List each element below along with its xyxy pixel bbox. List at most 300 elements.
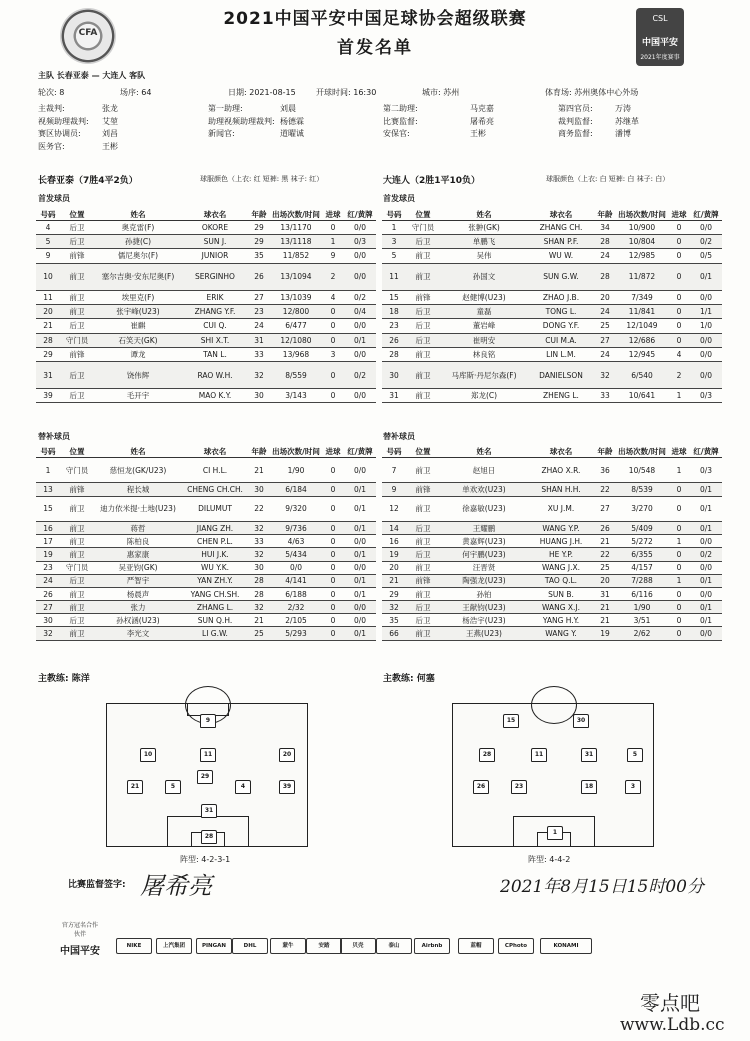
official-role: 安保官: — [383, 129, 410, 138]
away-starting-table — [382, 208, 722, 403]
table-cell: 1 — [668, 574, 690, 587]
table-cell: 0/0 — [344, 458, 376, 483]
table-cell: 郑龙(C) — [440, 389, 528, 403]
table-row — [382, 627, 722, 640]
table-cell: 前卫 — [60, 305, 94, 319]
table-cell: 0 — [668, 235, 690, 249]
player-shirt: 39 — [279, 780, 295, 794]
official-name: 刘晨 — [280, 104, 296, 113]
table-cell: SHAN H.H. — [528, 483, 594, 496]
table-cell: 0 — [322, 361, 344, 388]
table-cell: 0/0 — [344, 535, 376, 548]
table-cell: 后卫 — [406, 521, 440, 534]
table-row — [36, 548, 376, 561]
table-cell: LIN L.M. — [528, 347, 594, 361]
table-cell: 8/559 — [270, 361, 322, 388]
table-cell: 11 — [382, 263, 406, 290]
table-cell: 0 — [322, 333, 344, 347]
table-cell: 24 — [594, 305, 616, 319]
table-cell: 31 — [248, 333, 270, 347]
table-cell: 22 — [594, 548, 616, 561]
table-cell: 25 — [594, 561, 616, 574]
column-header: 球衣名 — [182, 445, 248, 458]
official-name: 马克嘉 — [470, 104, 494, 113]
column-header: 进球 — [668, 445, 690, 458]
table-cell: 0 — [322, 458, 344, 483]
table-cell: 0 — [668, 305, 690, 319]
table-cell: 赵健博(U23) — [440, 290, 528, 304]
table-cell: 32 — [248, 548, 270, 561]
table-row — [382, 561, 722, 574]
column-header: 号码 — [382, 208, 406, 221]
table-cell: 0/0 — [690, 347, 722, 361]
table-cell: 石笑天(GK) — [94, 333, 182, 347]
table-cell: 陈柏良 — [94, 535, 182, 548]
away-formation: 阵型: 4-4-2 — [528, 855, 571, 864]
table-cell: 奥克雷(F) — [94, 221, 182, 235]
column-header: 进球 — [322, 208, 344, 221]
table-cell: 31 — [36, 361, 60, 388]
table-cell: 后卫 — [60, 389, 94, 403]
table-cell: 吴伟 — [440, 249, 528, 263]
table-cell: 前卫 — [60, 290, 94, 304]
table-cell: 前卫 — [406, 561, 440, 574]
table-cell: 0 — [322, 305, 344, 319]
table-cell: 13/1170 — [270, 221, 322, 235]
watermark-url: www.Ldb.cc — [620, 1015, 725, 1035]
table-cell: 迪力依米提·土地(U23) — [94, 496, 182, 521]
table-cell: 3 — [322, 347, 344, 361]
table-cell: 0/5 — [690, 249, 722, 263]
home-starting-label: 首发球员 — [38, 194, 70, 203]
column-header: 球衣名 — [528, 208, 594, 221]
table-cell: 4 — [322, 290, 344, 304]
player-shirt: 1 — [547, 826, 563, 840]
table-row — [382, 587, 722, 600]
table-cell: 0 — [668, 221, 690, 235]
table-cell: 黄嘉辉(U23) — [440, 535, 528, 548]
table-cell: 0 — [322, 535, 344, 548]
table-cell: SERGINHO — [182, 263, 248, 290]
table-cell: 0/2 — [344, 361, 376, 388]
table-header — [36, 208, 376, 221]
column-header: 年龄 — [248, 208, 270, 221]
column-header: 进球 — [668, 208, 690, 221]
table-cell: 0/0 — [344, 389, 376, 403]
table-cell: 前卫 — [406, 347, 440, 361]
table-cell: 2 — [668, 361, 690, 388]
player-shirt: 30 — [573, 714, 589, 728]
table-cell: 7/288 — [616, 574, 668, 587]
table-cell: 4/157 — [616, 561, 668, 574]
table-row — [382, 305, 722, 319]
table-cell: 0/1 — [690, 614, 722, 627]
table-cell: 0/0 — [344, 347, 376, 361]
table-cell: 12/800 — [270, 305, 322, 319]
table-cell: 后卫 — [406, 235, 440, 249]
table-cell: 吴亚钧(GK) — [94, 561, 182, 574]
table-cell: 0/0 — [690, 561, 722, 574]
table-cell: 5/272 — [616, 535, 668, 548]
table-row — [382, 614, 722, 627]
table-cell: 15 — [382, 290, 406, 304]
table-cell: 13/1039 — [270, 290, 322, 304]
official-name: 王彬 — [470, 129, 486, 138]
column-header: 姓名 — [94, 208, 182, 221]
table-cell: SUN G.W. — [528, 263, 594, 290]
table-cell: 0/0 — [344, 614, 376, 627]
sponsor-logo: 蓝帽 — [458, 938, 494, 954]
teams-line: 主队 长春亚泰 — 大连人 客队 — [38, 71, 146, 80]
column-header: 号码 — [382, 445, 406, 458]
table-cell: 13 — [36, 483, 60, 496]
official-role: 赛区协调员: — [38, 129, 81, 138]
column-header: 位置 — [60, 445, 94, 458]
table-cell: 10 — [36, 263, 60, 290]
table-cell: 0 — [322, 561, 344, 574]
table-cell: 0/1 — [344, 548, 376, 561]
official-role: 助理视频助理裁判: — [208, 116, 275, 126]
table-cell: 9/736 — [270, 521, 322, 534]
table-cell: 31 — [594, 587, 616, 600]
table-cell: SUN B. — [528, 587, 594, 600]
table-cell: 21 — [248, 614, 270, 627]
table-cell: 0/0 — [270, 561, 322, 574]
table-cell: 30 — [248, 561, 270, 574]
table-cell: 何宇鹏(U23) — [440, 548, 528, 561]
official-name: 王彬 — [102, 141, 118, 151]
column-header: 年龄 — [594, 445, 616, 458]
table-cell: 30 — [36, 614, 60, 627]
table-cell: 11/841 — [616, 305, 668, 319]
table-cell: 0 — [322, 221, 344, 235]
column-header: 年龄 — [248, 445, 270, 458]
page-title: 2021中国平安中国足球协会超级联赛 — [223, 9, 527, 29]
column-header: 红/黄牌 — [690, 445, 722, 458]
table-cell: 守门员 — [60, 561, 94, 574]
table-cell: TAO Q.L. — [528, 574, 594, 587]
table-cell: 埃里克(F) — [94, 290, 182, 304]
table-cell: 0 — [668, 249, 690, 263]
table-cell: TAN L. — [182, 347, 248, 361]
sponsor-logo: 蒙牛 — [270, 938, 306, 954]
official-role: 裁判监督: — [558, 116, 593, 126]
table-cell: 0 — [668, 319, 690, 333]
table-cell: 23 — [382, 319, 406, 333]
column-header: 号码 — [36, 208, 60, 221]
sponsor-pingan: 中国平安 — [60, 946, 100, 957]
table-cell: 12/1049 — [616, 319, 668, 333]
home-kit: 球服颜色（上衣: 红 短裤: 黑 袜子: 红） — [200, 175, 324, 183]
table-cell: SUN Q.H. — [182, 614, 248, 627]
table-cell: 27 — [36, 601, 60, 614]
table-cell: 1 — [668, 389, 690, 403]
table-cell: YANG H.Y. — [528, 614, 594, 627]
table-row — [36, 347, 376, 361]
table-cell: 34 — [594, 221, 616, 235]
table-cell: WANG X.J. — [528, 601, 594, 614]
table-header — [36, 445, 376, 458]
table-cell: 单欢欢(U23) — [440, 483, 528, 496]
table-cell: 1 — [668, 458, 690, 483]
table-cell: 0/0 — [344, 263, 376, 290]
match-no: 场序: 64 — [120, 88, 152, 97]
home-starting-table — [36, 208, 376, 403]
table-cell: 29 — [36, 347, 60, 361]
official-role: 医务官: — [38, 141, 65, 151]
table-cell: 6/116 — [616, 587, 668, 600]
kickoff-time: 开球时间: 16:30 — [316, 88, 377, 97]
table-cell: 32 — [594, 361, 616, 388]
table-cell: 21 — [594, 614, 616, 627]
table-cell: SHI X.T. — [182, 333, 248, 347]
table-cell: 0/1 — [344, 627, 376, 640]
table-cell: 崔麒 — [94, 319, 182, 333]
player-shirt: 4 — [235, 780, 251, 794]
table-row — [382, 521, 722, 534]
table-cell: DONG Y.F. — [528, 319, 594, 333]
player-shirt: 29 — [197, 770, 213, 784]
table-cell: 12/945 — [616, 347, 668, 361]
table-cell: 0/1 — [690, 601, 722, 614]
player-shirt: 5 — [627, 748, 643, 762]
cfa-logo: CFA — [60, 8, 116, 64]
official-name: 潘博 — [615, 129, 631, 138]
table-cell: 前卫 — [406, 496, 440, 521]
table-cell: 0/1 — [344, 521, 376, 534]
table-cell: JIANG ZH. — [182, 521, 248, 534]
table-cell: CHEN P.L. — [182, 535, 248, 548]
table-cell: 6/477 — [270, 319, 322, 333]
table-cell: 前卫 — [60, 521, 94, 534]
table-cell: 后卫 — [406, 601, 440, 614]
center-circle — [531, 686, 577, 724]
table-cell: 24 — [594, 347, 616, 361]
player-shirt: 11 — [200, 748, 216, 762]
table-cell: 0/2 — [690, 548, 722, 561]
sponsor-logo: 泰山 — [376, 938, 412, 954]
table-cell: 33 — [248, 347, 270, 361]
column-header: 姓名 — [440, 445, 528, 458]
table-cell: 35 — [248, 249, 270, 263]
table-cell: 0/0 — [690, 333, 722, 347]
table-cell: 前锋 — [406, 483, 440, 496]
table-cell: ZHAO J.B. — [528, 290, 594, 304]
table-cell: 3/270 — [616, 496, 668, 521]
table-cell: 守门员 — [60, 333, 94, 347]
table-cell: 0 — [322, 548, 344, 561]
table-row — [382, 601, 722, 614]
table-cell: 0 — [322, 587, 344, 600]
table-cell: 24 — [36, 574, 60, 587]
column-header: 红/黄牌 — [344, 445, 376, 458]
player-shirt: 18 — [581, 780, 597, 794]
table-cell: 21 — [594, 601, 616, 614]
official-role: 商务监督: — [558, 129, 593, 138]
column-header: 进球 — [322, 445, 344, 458]
table-row — [36, 389, 376, 403]
table-cell: 杨晨声 — [94, 587, 182, 600]
table-row — [36, 587, 376, 600]
table-cell: 1/90 — [616, 601, 668, 614]
table-cell: 28 — [36, 333, 60, 347]
table-cell: 前锋 — [60, 347, 94, 361]
table-cell: 0/1 — [344, 496, 376, 521]
table-cell: 后卫 — [60, 574, 94, 587]
table-cell: HUI J.K. — [182, 548, 248, 561]
table-cell: 26 — [36, 587, 60, 600]
table-cell: 20 — [382, 561, 406, 574]
table-cell: 后卫 — [406, 305, 440, 319]
official-role: 新闻官: — [208, 129, 235, 138]
column-header: 姓名 — [94, 445, 182, 458]
table-cell: 林良铭 — [440, 347, 528, 361]
table-cell: 前卫 — [60, 587, 94, 600]
table-cell: 25 — [248, 627, 270, 640]
sponsor-logo: PINGAN — [196, 938, 232, 954]
table-cell: ZHANG CH. — [528, 221, 594, 235]
table-row — [36, 614, 376, 627]
table-cell: 2 — [322, 263, 344, 290]
table-cell: 30 — [382, 361, 406, 388]
table-cell: 0/3 — [344, 235, 376, 249]
table-cell: JUNIOR — [182, 249, 248, 263]
supervisor-signature: 屠希亮 — [140, 872, 212, 900]
table-cell: 6/188 — [270, 587, 322, 600]
column-header: 出场次数/时间 — [270, 208, 322, 221]
table-row — [36, 627, 376, 640]
table-cell: 0 — [668, 614, 690, 627]
away-subs-table — [382, 445, 722, 641]
table-cell: 守门员 — [406, 221, 440, 235]
table-cell: 2/105 — [270, 614, 322, 627]
column-header: 球衣名 — [528, 445, 594, 458]
table-cell: 10/900 — [616, 221, 668, 235]
table-row — [36, 535, 376, 548]
signature-label: 比赛监督签字: — [68, 880, 126, 890]
table-cell: 6/540 — [616, 361, 668, 388]
home-formation: 阵型: 4-2-3-1 — [180, 855, 231, 864]
table-cell: 36 — [594, 458, 616, 483]
round: 轮次: 8 — [38, 88, 65, 97]
table-cell: 9 — [382, 483, 406, 496]
table-cell: ZHANG L. — [182, 601, 248, 614]
table-cell: 前卫 — [406, 389, 440, 403]
table-cell: 前卫 — [60, 601, 94, 614]
home-coach: 主教练: 陈洋 — [38, 674, 90, 684]
table-cell: 赵旭日 — [440, 458, 528, 483]
table-cell: RAO W.H. — [182, 361, 248, 388]
table-cell: 毛开宇 — [94, 389, 182, 403]
table-cell: ZHANG Y.F. — [182, 305, 248, 319]
table-cell: TONG L. — [528, 305, 594, 319]
table-cell: 23 — [248, 305, 270, 319]
table-cell: 27 — [248, 290, 270, 304]
player-shirt: 23 — [511, 780, 527, 794]
table-cell: 0/3 — [690, 458, 722, 483]
table-cell: MAO K.Y. — [182, 389, 248, 403]
table-cell: 前卫 — [60, 263, 94, 290]
table-cell: 29 — [382, 587, 406, 600]
table-cell: 9/320 — [270, 496, 322, 521]
table-cell: WANG Y.P. — [528, 521, 594, 534]
player-shirt: 31 — [581, 748, 597, 762]
table-cell: 1/1 — [690, 305, 722, 319]
away-starting-label: 首发球员 — [383, 194, 415, 203]
table-cell: 0 — [668, 483, 690, 496]
table-cell: 0/0 — [690, 221, 722, 235]
table-cell: 11/872 — [616, 263, 668, 290]
table-cell: 0 — [322, 601, 344, 614]
official-name: 道曜诚 — [280, 129, 304, 138]
table-cell: 王献钧(U23) — [440, 601, 528, 614]
table-cell: 13/968 — [270, 347, 322, 361]
table-cell: 0 — [668, 333, 690, 347]
table-cell: 0 — [322, 483, 344, 496]
player-shirt: 10 — [140, 748, 156, 762]
table-cell: 前卫 — [406, 361, 440, 388]
column-header: 出场次数/时间 — [270, 445, 322, 458]
table-cell: 崔明安 — [440, 333, 528, 347]
table-cell: 后卫 — [406, 319, 440, 333]
sponsor-logo: NIKE — [116, 938, 152, 954]
table-cell: 1/90 — [270, 458, 322, 483]
away-kit: 球服颜色（上衣: 白 短裤: 白 袜子: 白） — [546, 175, 670, 183]
table-cell: 0/1 — [690, 263, 722, 290]
table-cell: 5/434 — [270, 548, 322, 561]
table-cell: 王耀鹏 — [440, 521, 528, 534]
column-header: 红/黄牌 — [344, 208, 376, 221]
table-cell: ERIK — [182, 290, 248, 304]
table-cell: 66 — [382, 627, 406, 640]
table-cell: 25 — [594, 319, 616, 333]
table-cell: 张翀(GK) — [440, 221, 528, 235]
table-cell: WU Y.K. — [182, 561, 248, 574]
table-cell: 17 — [36, 535, 60, 548]
signature-date: 2021年8月15日15时00分 — [500, 877, 704, 897]
table-cell: 前卫 — [406, 263, 440, 290]
table-cell: CI H.L. — [182, 458, 248, 483]
table-cell: 18 — [382, 305, 406, 319]
table-row — [36, 319, 376, 333]
table-row — [382, 361, 722, 388]
table-cell: 28 — [382, 347, 406, 361]
table-cell: 0 — [322, 574, 344, 587]
table-cell: HUANG J.H. — [528, 535, 594, 548]
table-cell: 孙国文 — [440, 263, 528, 290]
official-name: 苏继革 — [615, 116, 639, 126]
table-cell: WANG J.X. — [528, 561, 594, 574]
table-row — [36, 496, 376, 521]
table-cell: 0/0 — [690, 290, 722, 304]
table-cell: 前卫 — [406, 458, 440, 483]
table-cell: 0/0 — [344, 319, 376, 333]
table-cell: WANG Y. — [528, 627, 594, 640]
table-cell: 0 — [668, 290, 690, 304]
table-row — [36, 521, 376, 534]
sponsor-logo: 安踏 — [306, 938, 342, 954]
table-cell: 28 — [248, 587, 270, 600]
table-cell: 14 — [382, 521, 406, 534]
away-formation-pitch — [452, 703, 654, 847]
table-cell: 0/3 — [690, 389, 722, 403]
table-header — [382, 208, 722, 221]
table-cell: 21 — [594, 535, 616, 548]
table-cell: ZHENG L. — [528, 389, 594, 403]
table-cell: 前卫 — [60, 627, 94, 640]
table-cell: 儒尼奥尔(F) — [94, 249, 182, 263]
table-cell: 0 — [668, 601, 690, 614]
